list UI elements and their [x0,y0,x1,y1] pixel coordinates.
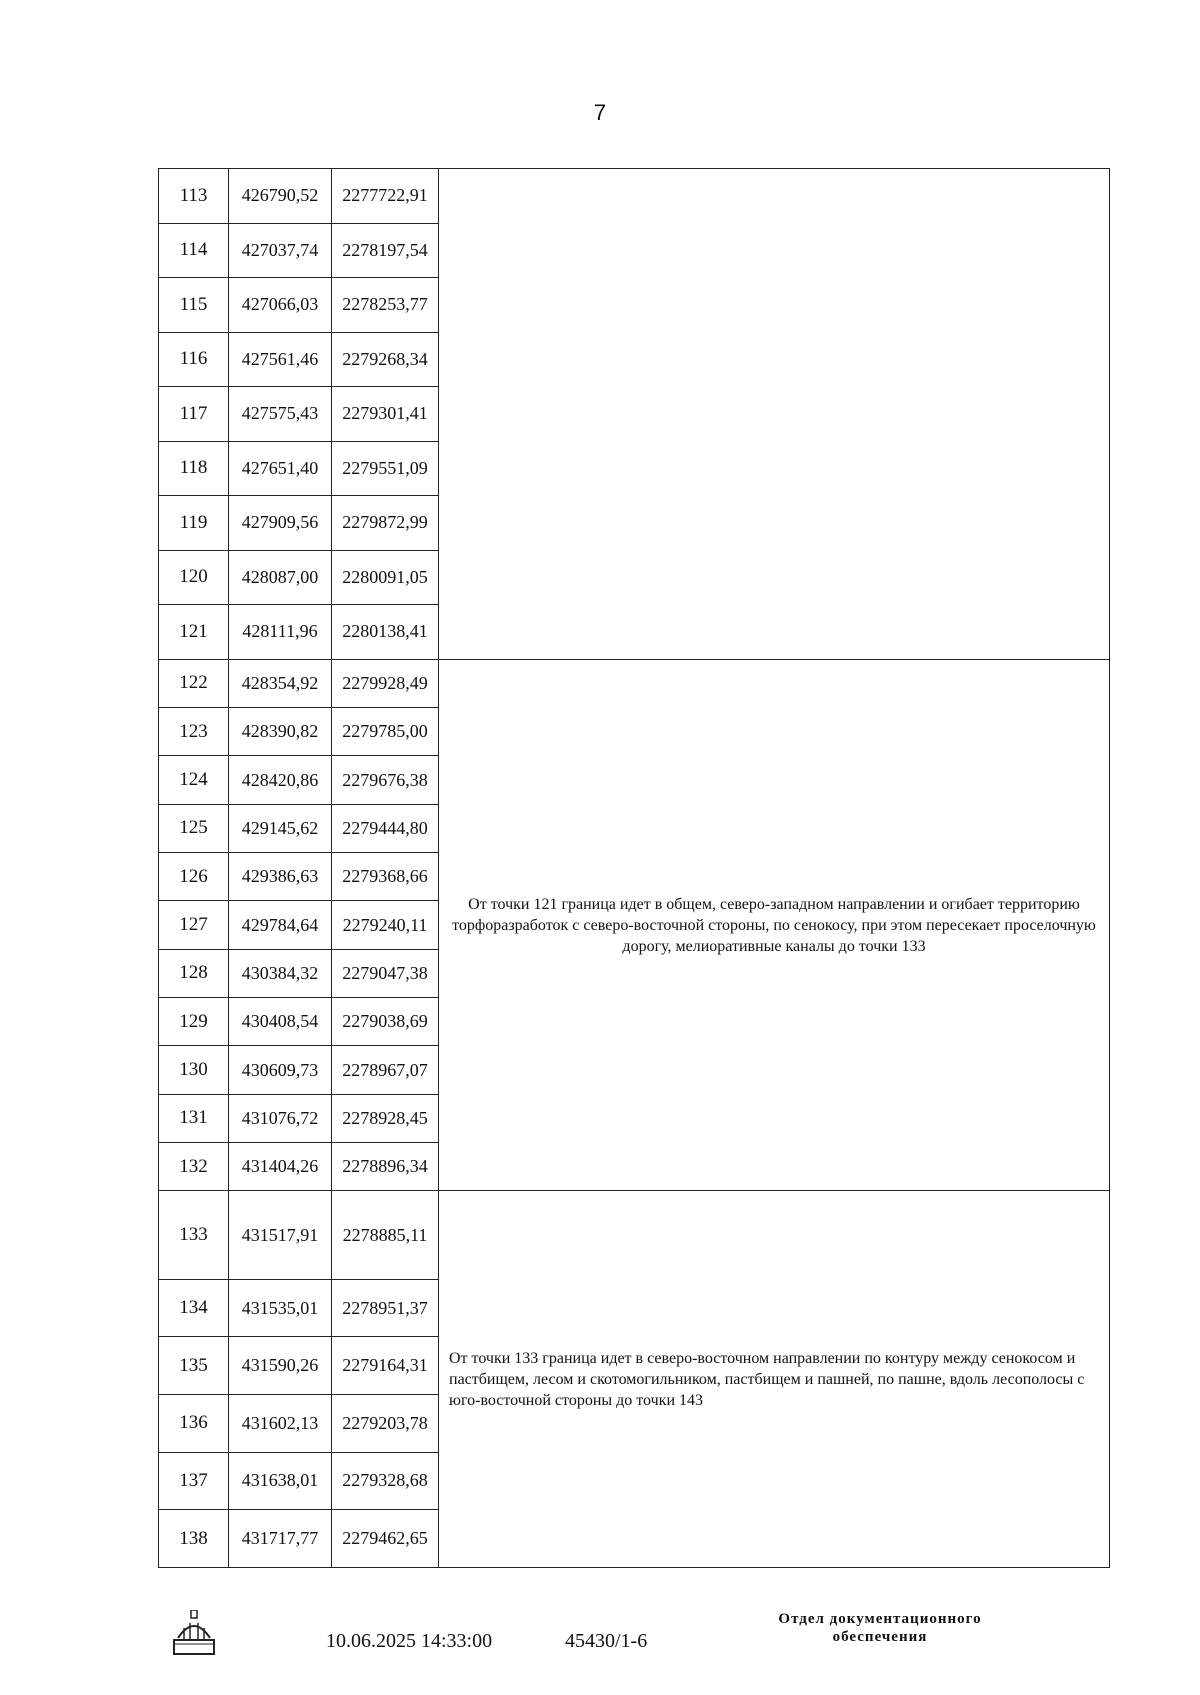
coord-x: 429145,62 [229,804,332,852]
point-number: 118 [159,441,229,496]
point-number: 134 [159,1279,229,1337]
coord-x: 428087,00 [229,550,332,605]
coord-y: 2279872,99 [332,496,439,551]
coord-y: 2279164,31 [332,1337,439,1395]
coord-y: 2279038,69 [332,998,439,1046]
boundary-description-1 [439,169,1110,660]
point-number: 116 [159,332,229,387]
point-number: 117 [159,387,229,442]
department-line-2: обеспечения [832,1629,928,1645]
coord-y: 2279203,78 [332,1395,439,1453]
boundary-description-2: От точки 121 граница идет в общем, северо-западном направлении и огибает территорию торфоразработок с северо-восточной стороны, по сенокосу, при этом пересекает проселочную дорогу, мелиоративные каналы до точки 133 [439,659,1110,1191]
coord-y: 2278967,07 [332,1046,439,1094]
coord-y: 2279785,00 [332,707,439,755]
footer-document-number: 45430/1-6 [565,1630,648,1652]
point-number: 138 [159,1510,229,1568]
coord-x: 427561,46 [229,332,332,387]
coord-y: 2278885,11 [332,1191,439,1279]
page-number: 7 [593,100,607,125]
coord-x: 427651,40 [229,441,332,496]
point-number: 130 [159,1046,229,1094]
point-number: 126 [159,853,229,901]
coord-x: 427066,03 [229,278,332,333]
point-number: 133 [159,1191,229,1279]
coord-x: 431535,01 [229,1279,332,1337]
coord-y: 2279301,41 [332,387,439,442]
coord-x: 431638,01 [229,1452,332,1510]
coord-y: 2278896,34 [332,1143,439,1191]
coord-x: 426790,52 [229,169,332,224]
coord-x: 429784,64 [229,901,332,949]
coord-y: 2278928,45 [332,1094,439,1142]
point-number: 115 [159,278,229,333]
coord-x: 428390,82 [229,707,332,755]
department-line-1: Отдел документационного [778,1611,982,1627]
coord-y: 2279928,49 [332,659,439,707]
coord-x: 428354,92 [229,659,332,707]
coord-y: 2279368,66 [332,853,439,901]
boundary-points-table [158,168,1110,1568]
coord-y: 2279047,38 [332,949,439,997]
coord-x: 430408,54 [229,998,332,1046]
point-number: 124 [159,756,229,804]
coord-x: 431590,26 [229,1337,332,1395]
coord-y: 2279462,65 [332,1510,439,1568]
table-row [159,169,1110,224]
coord-x: 427909,56 [229,496,332,551]
table-row [159,1191,1110,1279]
point-number: 113 [159,169,229,224]
footer-department [730,1610,1030,1646]
point-number: 136 [159,1395,229,1453]
coord-x: 428420,86 [229,756,332,804]
coord-x: 430609,73 [229,1046,332,1094]
point-number: 120 [159,550,229,605]
point-number: 127 [159,901,229,949]
point-number: 135 [159,1337,229,1395]
duma-logo-icon [170,1610,218,1656]
coord-y: 2279676,38 [332,756,439,804]
coord-x: 428111,96 [229,605,332,660]
coord-x: 431602,13 [229,1395,332,1453]
coord-y: 2279328,68 [332,1452,439,1510]
coord-x: 430384,32 [229,949,332,997]
point-number: 119 [159,496,229,551]
coord-x: 431404,26 [229,1143,332,1191]
point-number: 122 [159,659,229,707]
coord-y: 2279444,80 [332,804,439,852]
point-number: 114 [159,223,229,278]
coord-y: 2279551,09 [332,441,439,496]
coord-x: 431717,77 [229,1510,332,1568]
coord-y: 2279240,11 [332,901,439,949]
coord-y: 2278951,37 [332,1279,439,1337]
point-number: 129 [159,998,229,1046]
coord-x: 431076,72 [229,1094,332,1142]
point-number: 125 [159,804,229,852]
coord-y: 2278253,77 [332,278,439,333]
coord-y: 2279268,34 [332,332,439,387]
coord-y: 2277722,91 [332,169,439,224]
coord-y: 2280091,05 [332,550,439,605]
point-number: 137 [159,1452,229,1510]
point-number: 123 [159,707,229,755]
coord-y: 2280138,41 [332,605,439,660]
coord-x: 429386,63 [229,853,332,901]
coord-x: 431517,91 [229,1191,332,1279]
point-number: 121 [159,605,229,660]
point-number: 128 [159,949,229,997]
boundary-description-3: От точки 133 граница идет в северо-восточном направлении по контуру между сенокосом и пастбищем, лесом и скотомогильником, пастбищем и пашней, по пашне, вдоль лесополосы с юго-восточной стороны до точки 143 [439,1191,1110,1568]
coord-x: 427575,43 [229,387,332,442]
point-number: 132 [159,1143,229,1191]
footer-timestamp: 10.06.2025 14:33:00 [326,1630,493,1652]
point-number: 131 [159,1094,229,1142]
coord-x: 427037,74 [229,223,332,278]
table-row [159,659,1110,707]
coord-y: 2278197,54 [332,223,439,278]
